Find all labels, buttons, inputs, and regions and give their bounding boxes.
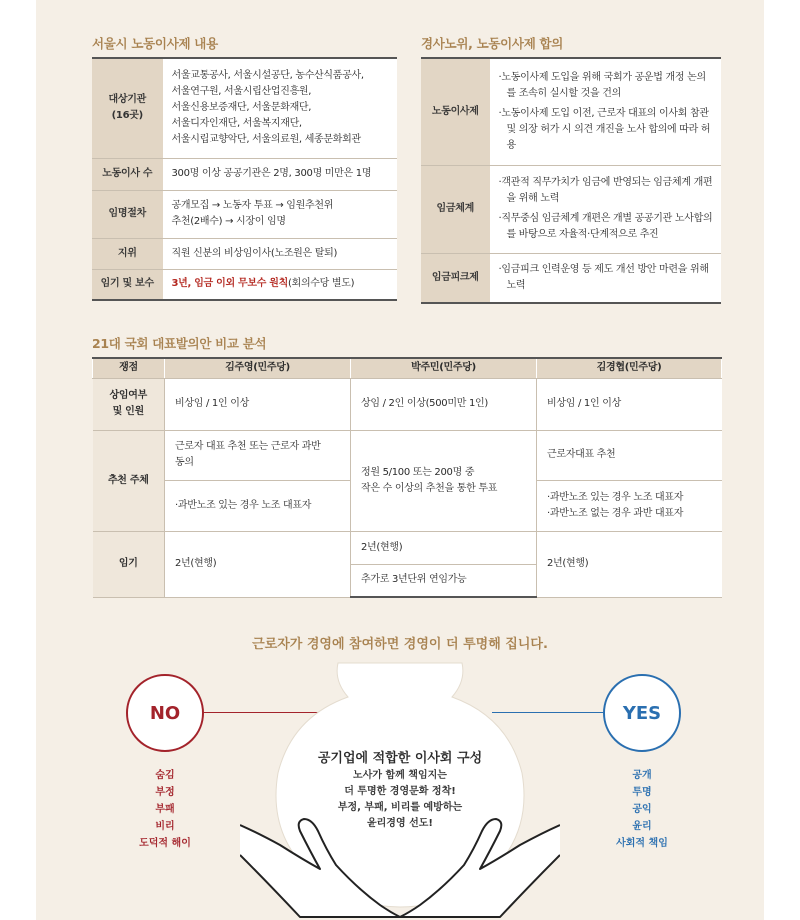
wage-peak-label: 임금피크제 [421,253,490,303]
yes-word: 공개 [632,770,652,781]
yes-word: 윤리 [632,821,652,832]
row-term-label: 임기 [93,531,165,597]
no-label: NO [149,702,181,724]
infographic-headline: 근로자가 경영에 참여하면 경영이 더 투명해 집니다. [252,637,548,652]
term-label: 임기 및 보수 [92,269,163,300]
target-count: (16곳) [111,110,143,122]
right-section-title: 경사노위, 노동이사제 합의 [421,36,564,51]
agreement-label: 노동이사제 [421,58,490,165]
center-line: 부정, 부패, 비리를 예방하는 [337,802,463,813]
no-word: 숨김 [155,770,175,781]
row-standing-label-line: 및 인원 [112,406,144,417]
recommend-line: 근로자 대표 추천 또는 근로자 과반 [175,441,321,452]
target-line: 서울시립교향악단, 서울의료원, 세종문화회관 [171,134,361,146]
row-standing-kim-kh: 비상임 / 1인 이상 [537,378,722,430]
header-kim-jooyoung: 김주영(민주당) [165,358,351,378]
center-title: 공기업에 적합한 이사회 구성 [317,751,483,766]
status-label: 지위 [92,238,163,269]
header-park-jumin: 박주민(민주당) [351,358,537,378]
center-line: 더 투명한 경영문화 정착! [344,786,456,797]
header-kim-kyunghyup: 김경협(민주당) [537,358,722,378]
appoint-cell [163,190,397,238]
row-recommend-kim-kh-a: 근로자대표 추천 [537,430,722,480]
seoul-labor-director-table [92,57,397,301]
count-label: 노동이사 수 [92,158,163,190]
agreement-item: ·노동이사제 도입을 위해 국회가 공운법 개정 논의를 조속히 실시할 것을 건의 [498,71,706,99]
row-term-kim-kh: 2년(현행) [537,531,722,597]
wage-system-item: ·객관적 직무가치가 임금에 반영되는 임금체계 개편을 위해 노력 [498,177,713,204]
no-word: 비리 [155,821,175,832]
row-term-park-b: 추가로 3년단위 연임가능 [351,564,537,597]
target-label-cell [92,58,163,158]
status-value: 직원 신분의 비상임이사(노조원은 탈퇴) [163,238,397,269]
center-line: 윤리경영 선도! [366,818,433,829]
row-recommend-kim-jy-b: ·과반노조 있는 경우 노조 대표자 [165,480,351,531]
row-standing-kim-jy: 비상임 / 1인 이상 [165,378,351,430]
row-standing-label-line: 상임여부 [109,390,147,401]
wage-peak-item: ·임금피크 인력운영 등 제도 개선 방안 마련을 위해 노력 [498,263,709,291]
term-rest: (회의수당 별도) [287,278,355,290]
row-recommend-kim-kh-b [537,480,722,531]
wage-system-item: ·직무중심 임금체계 개편은 개별 공공기관 노사합의를 바탕으로 자율적·단계적으로 추진 [498,213,713,240]
wage-system-cell [490,165,721,253]
center-line: 노사가 함께 책임지는 [353,770,447,781]
appoint-line: 공개모집 → 노동자 투표 → 임원추천위 [171,200,334,211]
appoint-label: 임명절차 [92,190,163,238]
term-cell [163,269,397,300]
row-term-park-a: 2년(현행) [351,531,537,564]
recommend-line: 작은 수 이상의 추천을 통한 투표 [361,482,498,494]
no-word: 부정 [155,787,175,798]
target-line: 서울연구원, 서울시립산업진흥원, [171,86,312,98]
center-message [0,768,800,832]
recommend-line: 동의 [175,457,194,468]
agreement-item: ·노동이사제 도입 이전, 근로자 대표의 이사회 참관 및 의장 허가 시 의견 개진을 노사 합의에 따라 허용 [498,107,711,151]
term-highlight: 3년, 임금 이외 무보수 원칙 [171,278,288,290]
yes-word: 사회적 책임 [616,838,668,849]
row-standing-park: 상임 / 2인 이상(500미만 1인) [351,378,537,430]
wage-system-label: 임금체계 [421,165,490,253]
row-standing-label [93,378,165,430]
recommend-line: ·과반노조 없는 경우 과반 대표자 [547,507,684,519]
yes-word: 공익 [632,804,652,815]
row-term-kim-jy: 2년(현행) [165,531,351,597]
count-value: 300명 이상 공공기관은 2명, 300명 미만은 1명 [163,158,397,190]
no-circle [126,674,204,752]
compare-section-title: 21대 국회 대표발의안 비교 분석 [92,336,267,351]
target-line: 서울신용보증재단, 서울문화재단, [171,102,312,114]
esdc-agreement-table [421,57,721,304]
yes-word: 투명 [632,787,652,798]
target-line: 서울디자인재단, 서울복지재단, [171,118,302,130]
appoint-line: 추천(2배수) → 시장이 임명 [171,216,286,227]
row-recommend-label: 추천 주체 [93,430,165,531]
recommend-line: ·과반노조 있는 경우 노조 대표자 [547,491,684,503]
row-recommend-kim-jy-a [165,430,351,480]
row-recommend-park [351,430,537,531]
no-word: 도덕적 해이 [139,838,191,849]
wage-peak-cell [490,253,721,303]
yes-circle [603,674,681,752]
target-label: 대상기관 [108,94,146,106]
header-issue: 쟁점 [93,358,165,378]
left-section-title: 서울시 노동이사제 내용 [92,36,218,51]
target-line: 서울교통공사, 서울시설공단, 농수산식품공사, [171,70,364,82]
target-list-cell [163,58,397,158]
recommend-line: 정원 5/100 또는 200명 중 [361,466,475,478]
yes-label: YES [622,702,662,724]
no-word: 부패 [155,804,175,815]
bill-comparison-table [92,357,722,598]
agreement-cell [490,58,721,165]
